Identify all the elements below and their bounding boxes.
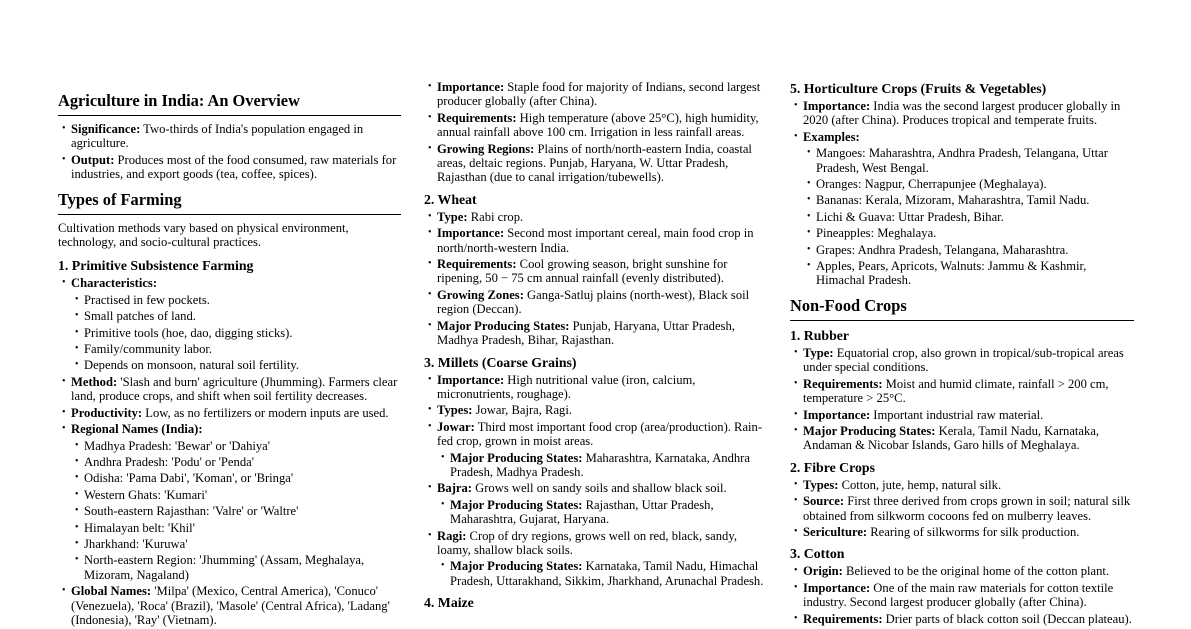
list-item: • Major Producing States: Maharashtra, Karnataka, Andhra Pradesh, Madhya Pradesh.: [437, 451, 767, 480]
list-item: • Grapes: Andhra Pradesh, Telangana, Maharashtra.: [803, 243, 1134, 257]
list-item: • Bananas: Kerala, Mizoram, Maharashtra, Tamil Nadu.: [803, 193, 1134, 207]
list-item: • Himalayan belt: 'Khil': [71, 521, 401, 535]
list-item: • South-eastern Rajasthan: 'Valre' or 'Waltre': [71, 504, 401, 518]
list-item: • Output: Produces most of the food consumed, raw materials for industries, and export goods (tea, coffee, spices).: [58, 153, 401, 182]
characteristics-list: [71, 293, 401, 373]
list-item: • Major Producing States: Kerala, Tamil Nadu, Karnataka, Andaman & Nicobar Islands, Garo hills of Meghalaya.: [790, 424, 1134, 453]
list-item: • Jharkhand: 'Kuruwa': [71, 537, 401, 551]
list-item: • Requirements: Cool growing season, bright sunshine for ripening, 50 − 75 cm annual rainfall (evenly distributed).: [424, 257, 767, 286]
list-item: • Western Ghats: 'Kumari': [71, 488, 401, 502]
list-item: • Major Producing States: Karnataka, Tamil Nadu, Himachal Pradesh, Uttarakhand, Sikkim, Jharkhand, Arunachal Pradesh.: [437, 559, 767, 588]
list-item: • Source: First three derived from crops grown in soil; natural silk obtained from silkworm cocoons fed on mulberry leaves.: [790, 494, 1134, 523]
list-item: • Family/community labor.: [71, 342, 401, 356]
list-item: • Apples, Pears, Apricots, Walnuts: Jammu & Kashmir, Himachal Pradesh.: [803, 259, 1134, 288]
column-2: [424, 80, 767, 613]
subsection-title-cotton: 3. Cotton: [790, 546, 845, 562]
list-item: • Importance: Staple food for majority of Indians, second largest producer globally (after China).: [424, 80, 767, 109]
jowar-sublist: [437, 451, 767, 480]
list-item: • Importance: Important industrial raw material.: [790, 408, 1134, 422]
rubber-list: [790, 346, 1134, 453]
list-item: • Sericulture: Rearing of silkworms for silk production.: [790, 525, 1134, 539]
list-item: • Bajra: Grows well on sandy soils and shallow black soil. • Major Producing States: Rajasthan, Uttar Pradesh, Maharashtra, Gujarat, Haryana.: [424, 481, 767, 526]
list-item: • Jowar: Third most important food crop (area/production). Rain-fed crop, grown in moist areas. • Major Producing States: Maharashtra, Karnataka, Andhra Pradesh, Madhya Pradesh.: [424, 420, 767, 480]
section-title-types: Types of Farming: [58, 190, 401, 215]
bajra-sublist: [437, 498, 767, 527]
list-item: • Types: Jowar, Bajra, Ragi.: [424, 403, 767, 417]
types-intro: Cultivation methods vary based on physical environment, technology, and socio-cultural practices.: [58, 220, 349, 250]
list-item: • Major Producing States: Punjab, Haryana, Uttar Pradesh, Madhya Pradesh, Bihar, Rajasthan.: [424, 319, 767, 348]
list-item: • Importance: One of the main raw materials for cotton textile industry. Second largest producer globally (after China).: [790, 581, 1134, 610]
subsection-title-millets: 3. Millets (Coarse Grains): [424, 354, 577, 370]
rice-list: [424, 80, 767, 185]
fibre-list: [790, 478, 1134, 540]
list-item: • Regional Names (India): • Madhya Pradesh: 'Bewar' or 'Dahiya' • Andhra Pradesh: 'Podu' or 'Penda' • Odisha: 'Pama Dabi', 'Koman', or 'Bringa' • Western Ghats: 'Kumari' • South-eastern Rajasthan: 'Valre' or 'Waltre' • Himalayan belt: 'Khil' • Jharkhand: 'Kuruwa' • North-eastern Region: 'Jhumming' (Assam, Meghalaya, Mizoram, Nagaland): [58, 422, 401, 582]
list-item: • Requirements: Drier parts of black cotton soil (Deccan plateau).: [790, 612, 1134, 626]
list-item: • Importance: Second most important cereal, main food crop in north/north-western India.: [424, 226, 767, 255]
cotton-list: [790, 564, 1134, 626]
millets-list: [424, 373, 767, 589]
list-item: • North-eastern Region: 'Jhumming' (Assam, Meghalaya, Mizoram, Nagaland): [71, 553, 401, 582]
list-item: • Productivity: Low, as no fertilizers or modern inputs are used.: [58, 406, 401, 420]
list-item: • Origin: Believed to be the original home of the cotton plant.: [790, 564, 1134, 578]
list-item: • Examples: • Mangoes: Maharashtra, Andhra Pradesh, Telangana, Uttar Pradesh, West Bengal. • Oranges: Nagpur, Cherrapunjee (Meghalaya). • Bananas: Kerala, Mizoram, Maharashtra, Tamil Nadu. • Lichi & Guava: Uttar Pradesh, Bihar. • Pineapples: Meghalaya. • Grapes: Andhra Pradesh, Telangana, Maharashtra. • Apples, Pears, Apricots, Walnuts: Jammu & Kashmir, Himachal Pradesh.: [790, 130, 1134, 288]
subsection-title-rubber: 1. Rubber: [790, 327, 850, 343]
examples-list: [803, 146, 1134, 288]
list-item: • Mangoes: Maharashtra, Andhra Pradesh, Telangana, Uttar Pradesh, West Bengal.: [803, 146, 1134, 175]
column-3: [790, 80, 1134, 628]
list-item: • Andhra Pradesh: 'Podu' or 'Penda': [71, 455, 401, 469]
overview-list: [58, 122, 401, 182]
horticulture-list: [790, 99, 1134, 288]
list-item: • Depends on monsoon, natural soil fertility.: [71, 358, 401, 372]
list-item: • Oranges: Nagpur, Cherrapunjee (Meghalaya).: [803, 177, 1134, 191]
list-item: • Type: Rabi crop.: [424, 210, 767, 224]
list-item: • Type: Equatorial crop, also grown in tropical/sub-tropical areas under special conditions.: [790, 346, 1134, 375]
list-item: • Requirements: Moist and humid climate, rainfall > 200 cm, temperature > 25°C.: [790, 377, 1134, 406]
list-item: • Importance: High nutritional value (iron, calcium, micronutrients, roughage).: [424, 373, 767, 402]
list-item: • Major Producing States: Rajasthan, Uttar Pradesh, Maharashtra, Gujarat, Haryana.: [437, 498, 767, 527]
subsection-title-wheat: 2. Wheat: [424, 191, 477, 207]
subsection-title-fibre: 2. Fibre Crops: [790, 459, 875, 475]
list-item: • Primitive tools (hoe, dao, digging sticks).: [71, 326, 401, 340]
list-item: • Ragi: Crop of dry regions, grows well on red, black, sandy, loamy, shallow black soils. • Major Producing States: Karnataka, Tamil Nadu, Himachal Pradesh, Uttarakhand, Sikkim, Jharkhand, Arunachal Pradesh.: [424, 529, 767, 589]
wheat-list: [424, 210, 767, 348]
list-item: • Method: 'Slash and burn' agriculture (Jhumming). Farmers clear land, produce crops, and shift when soil fertility decreases.: [58, 375, 401, 404]
section-title-nonfood: Non-Food Crops: [790, 296, 1134, 321]
list-item: • Global Names: 'Milpa' (Mexico, Central America), 'Conuco' (Venezuela), 'Roca' (Brazil), 'Masole' (Central Africa), 'Ladang' (Indonesia), 'Ray' (Vietnam).: [58, 584, 401, 627]
subsection-title-pss: 1. Primitive Subsistence Farming: [58, 258, 254, 274]
list-item: • Small patches of land.: [71, 309, 401, 323]
list-item: • Odisha: 'Pama Dabi', 'Koman', or 'Bringa': [71, 471, 401, 485]
list-item: • Growing Zones: Ganga-Satluj plains (north-west), Black soil region (Deccan).: [424, 288, 767, 317]
pss-list: [58, 276, 401, 627]
list-item: • Types: Cotton, jute, hemp, natural silk.: [790, 478, 1134, 492]
list-item: • Significance: Two-thirds of India's population engaged in agriculture.: [58, 122, 401, 151]
list-item: • Importance: India was the second largest producer globally in 2020 (after China). Produces tropical and temperate fruits.: [790, 99, 1134, 128]
subsection-title-maize: 4. Maize: [424, 595, 474, 611]
list-item: • Growing Regions: Plains of north/north-eastern India, coastal areas, deltaic regions. Punjab, Haryana, W. Uttar Pradesh, Rajasthan (due to canal irrigation/tubewells).: [424, 142, 767, 185]
list-item: • Madhya Pradesh: 'Bewar' or 'Dahiya': [71, 439, 401, 453]
column-1: [58, 91, 401, 629]
list-item: • Characteristics: • Practised in few pockets. • Small patches of land. • Primitive tools (hoe, dao, digging sticks). • Family/community labor. • Depends on monsoon, natural soil fertility.: [58, 276, 401, 372]
list-item: • Practised in few pockets.: [71, 293, 401, 307]
list-item: • Lichi & Guava: Uttar Pradesh, Bihar.: [803, 210, 1134, 224]
regional-names-list: [71, 439, 401, 583]
subsection-title-horticulture: 5. Horticulture Crops (Fruits & Vegetables): [790, 81, 1047, 96]
page-title: Agriculture in India: An Overview: [58, 91, 401, 116]
list-item: • Requirements: High temperature (above 25°C), high humidity, annual rainfall above 100 cm. Irrigation in less rainfall areas.: [424, 111, 767, 140]
ragi-sublist: [437, 559, 767, 588]
list-item: • Pineapples: Meghalaya.: [803, 226, 1134, 240]
